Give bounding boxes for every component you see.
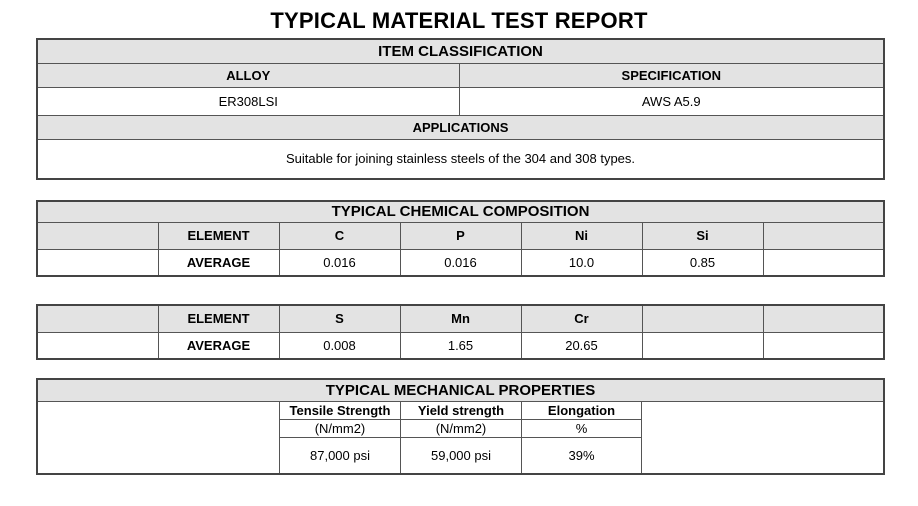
blank-cell [37,305,158,332]
value-cr: 20.65 [521,332,642,359]
average-label: AVERAGE [158,332,279,359]
blank-cell [37,249,158,276]
elongation-unit: % [522,420,642,438]
mechanical-properties-table [36,378,885,475]
item-classification-heading: ITEM CLASSIFICATION [37,39,884,63]
elongation-label: Elongation [522,402,642,420]
alloy-label: ALLOY [37,63,459,87]
chemical-composition-heading: TYPICAL CHEMICAL COMPOSITION [37,201,884,222]
elongation-value: 39% [522,438,642,474]
mechanical-properties-body [37,401,884,474]
element-ni: Ni [521,222,642,249]
chemical-composition-table-2 [36,304,885,360]
mechanical-properties-heading: TYPICAL MECHANICAL PROPERTIES [37,379,884,401]
element-p: P [400,222,521,249]
value-s: 0.008 [279,332,400,359]
applications-label: APPLICATIONS [37,115,884,139]
tensile-strength-label: Tensile Strength [280,402,401,420]
item-classification-table [36,38,885,180]
element-label: ELEMENT [158,222,279,249]
blank-cell [37,222,158,249]
chemical-composition-table-1 [36,200,885,277]
yield-strength-value: 59,000 psi [401,438,522,474]
value-si: 0.85 [642,249,763,276]
yield-strength-label: Yield strength [401,402,522,420]
element-empty [763,305,884,332]
element-s: S [279,305,400,332]
value-empty [642,332,763,359]
alloy-value: ER308LSI [37,87,459,115]
value-empty [763,249,884,276]
mechanical-values-grid [279,402,642,474]
tensile-strength-value: 87,000 psi [280,438,401,474]
specification-value: AWS A5.9 [459,87,884,115]
element-cr: Cr [521,305,642,332]
element-empty [763,222,884,249]
value-mn: 1.65 [400,332,521,359]
element-c: C [279,222,400,249]
element-mn: Mn [400,305,521,332]
report-title: TYPICAL MATERIAL TEST REPORT [270,8,648,33]
value-c: 0.016 [279,249,400,276]
element-empty [642,305,763,332]
value-p: 0.016 [400,249,521,276]
tensile-strength-unit: (N/mm2) [280,420,401,438]
yield-strength-unit: (N/mm2) [401,420,522,438]
element-si: Si [642,222,763,249]
specification-label: SPECIFICATION [459,63,884,87]
value-ni: 10.0 [521,249,642,276]
blank-cell [37,332,158,359]
applications-value: Suitable for joining stainless steels of the 304 and 308 types. [37,139,884,179]
element-label: ELEMENT [158,305,279,332]
value-empty [763,332,884,359]
average-label: AVERAGE [158,249,279,276]
mechanical-values-table [279,402,642,474]
